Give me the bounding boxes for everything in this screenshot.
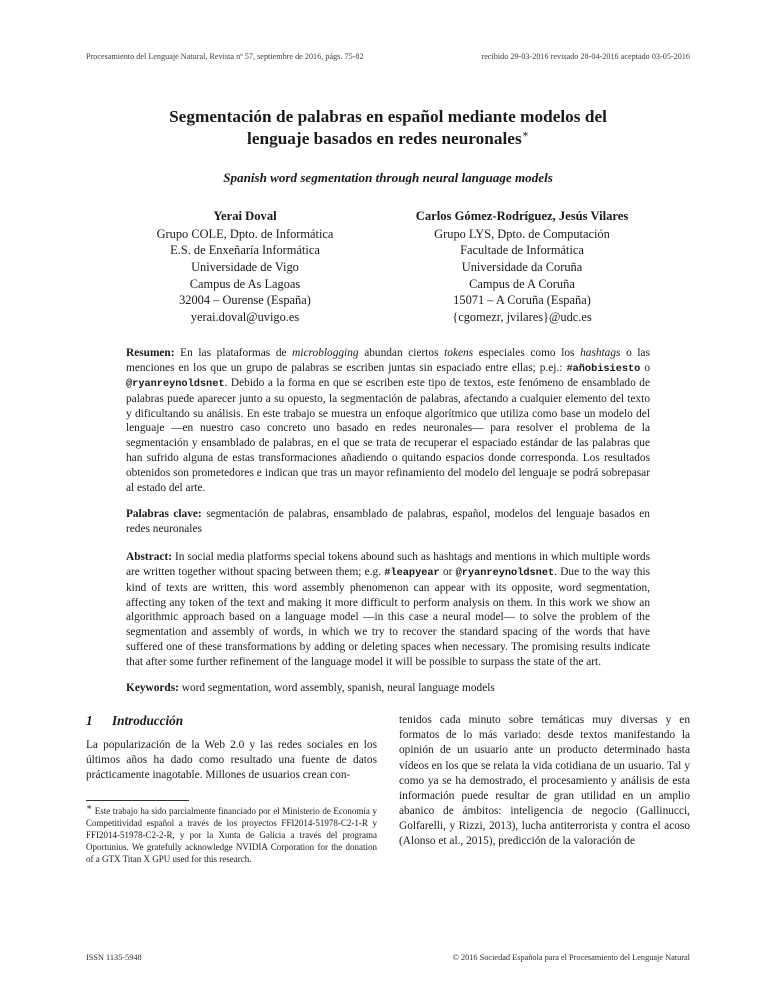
affiliation-left-line-1: Grupo COLE, Dpto. de Informática (156, 226, 334, 241)
keywords-label: Keywords: (126, 682, 179, 695)
section-number: 1 (86, 713, 93, 729)
affiliation-left-line-3: Universidade de Vigo (191, 260, 299, 274)
author-name-left: Yerai Doval (213, 208, 277, 223)
section-heading-introduccion (86, 713, 377, 729)
affiliation-right-line-5: 15071 – A Coruña (España) (453, 293, 591, 308)
resumen-label: Resumen: (126, 346, 175, 359)
affiliation-left (111, 208, 379, 326)
resumen-text-4: o las menciones en los que un grupo de palabras se escriben juntas sin espaciado entre ellas; p.ej.: (126, 346, 650, 374)
resumen-mention-example: @ryanreynoldsnet (126, 378, 225, 391)
column-right (399, 713, 690, 864)
affiliation-right (379, 208, 665, 326)
abstract-label: Abstract: (126, 551, 172, 564)
column-left (86, 713, 377, 864)
abstract-text-2: or (439, 566, 456, 579)
palabras-clave-paragraph (126, 507, 650, 537)
running-head-right: recibido 29-03-2016 revisado 28-04-2016 aceptado 03-05-2016 (481, 52, 690, 61)
title-line-2: lenguaje basados en redes neuronales (247, 129, 522, 149)
affiliation-left-line-5: 32004 – Ourense (España) (179, 293, 311, 308)
footnote-text (86, 801, 377, 865)
intro-paragraph-right: tenidos cada minuto sobre temáticas muy diversas y en formatos de lo más variado: desde textos manifestando la opinión de un usuario ante un producto determinado hasta vídeos en los que se relata la vida cotidiana de un usuario. Tal y como ya se ha demostrado, el procesamiento y análisis de esta información puede resultar de gran utilidad en un amplio abanico de ámbitos: inteligencia de negocio (Gallinucci, Golfarelli, y Rizzi, 2013), lucha antiterrorista y contra el acoso (Alonso et al., 2015), predicción de la valoración de (399, 714, 690, 847)
author-email-right: {cgomezr, jvilares}@udc.es (452, 310, 592, 325)
abstract-block (86, 346, 690, 697)
page-title (86, 106, 690, 151)
running-head-left: Procesamiento del Lenguaje Natural, Revista nº 57, septiembre de 2016, págs. 75-82 (86, 52, 364, 61)
footnote-marker: ∗ (86, 801, 93, 812)
author-name-right: Carlos Gómez-Rodríguez, Jesús Vilares (415, 208, 629, 223)
palabras-clave-label: Palabras clave: (126, 508, 202, 521)
keywords-paragraph (126, 681, 650, 696)
resumen-text-3: especiales como los (473, 346, 581, 359)
palabras-clave-text: segmentación de palabras, ensamblado de palabras, español, modelos del lenguaje basados en redes neuronales (126, 508, 650, 536)
resumen-italic-1: microblogging (292, 346, 359, 359)
author-block (86, 208, 690, 326)
resumen-hashtag-example: #añobisiesto (566, 362, 641, 375)
affiliation-right-line-4: Campus de A Coruña (469, 276, 575, 291)
resumen-italic-2: tokens (444, 346, 474, 359)
abstract-paragraph (126, 550, 650, 670)
body-columns (86, 713, 690, 864)
affiliation-left-line-4: Campus de As Lagoas (189, 276, 301, 291)
copyright-label: © 2016 Sociedad Española para el Procesamiento del Lenguaje Natural (452, 953, 690, 962)
title-footnote-marker: ∗ (521, 129, 529, 141)
resumen-text-1: En las plataformas de (174, 346, 293, 359)
resumen-text-2: abundan ciertos (358, 346, 445, 359)
issn-label: ISSN 1135-5948 (86, 953, 142, 962)
resumen-text-5: o (640, 361, 650, 374)
section-title: Introducción (112, 713, 184, 729)
abstract-text-1: In social media platforms special tokens abound such as hashtags and mentions in which multiple words are written together without spacing between them; e.g. (126, 551, 650, 579)
keywords-text: word segmentation, word assembly, spanish, neural language models (178, 682, 495, 695)
footnote-rule (86, 800, 189, 801)
affiliation-right-line-1: Grupo LYS, Dpto. de Computación (434, 226, 610, 241)
running-head (86, 52, 690, 64)
resumen-text-6: . Debido a la forma en que se escriben este tipo de textos, este fenómeno de ensamblado de palabras puede aparecer junto a su opuesto, la segmentación de palabras, afectando a cualquier elemento del texto y dificultando su análisis. En este trabajo se muestra un enfoque algorítmico que utiliza como base un modelo del lenguaje —en nuestro caso concreto uno basado en redes neuronales— para resolver el problema de la segmentación y ensamblado de palabras, en el que se trata de recuperar el espaciado estándar de las palabras que han sufrido alguna de estas transformaciones añadiendo o quitando espacios donde corresponda. Los resultados obtenidos son prometedores e indican que tras un mayor refinamiento del modelo del lenguaje se podrá sobrepasar al estado del arte. (126, 377, 650, 495)
title-line-1: Segmentación de palabras en español mediante modelos del (169, 107, 607, 126)
affiliation-left-line-2: E.S. de Enxeñaría Informática (170, 243, 320, 258)
resumen-italic-3: hashtags (580, 346, 621, 359)
resumen-paragraph (126, 346, 650, 496)
abstract-mention-example: @ryanreynoldsnet (455, 567, 555, 580)
footnote-block (86, 800, 377, 865)
page-subtitle: Spanish word segmentation through neural language models (223, 169, 553, 185)
abstract-text-3: . Due to the way this kind of texts are written, this word assembly phenomenon can appear with its opposite, word segmentation, affecting any token of the text and making it more difficult to perform analysis on them. In this work we show an algorithmic approach based on a language model —in this case a neural model— to solve the problem of the segmentation and assembly of words, in which we try to recover the standard spacing of the words that have suffered one of these transformations by adding or deleting spaces when necessary. The promising results indicate that after some further refinement of the language model it will be possible to surpass the state of the art. (126, 566, 651, 669)
affiliation-right-line-2: Facultade de Informática (460, 243, 584, 258)
footnote-body: Este trabajo ha sido parcialmente financiado por el Ministerio de Economía y Competitividad español a través de los proyectos FFI2014-51978-C2-1-R y FFI2014-51978-C2-2-R, y por la Xunta de Galicia a través del programa Oportunius. We gratefully acknowledge NVIDIA Corporation for the donation of a GTX Titan X GPU used for this research. (86, 805, 377, 864)
page-footer (86, 953, 690, 962)
author-email-left: yerai.doval@uvigo.es (190, 310, 300, 325)
abstract-hashtag-example: #leapyear (384, 567, 440, 580)
affiliation-right-line-3: Universidade da Coruña (461, 260, 583, 274)
intro-paragraph-left: La popularización de la Web 2.0 y las redes sociales en los últimos años ha dado como resultado una fuente de datos prácticamente inagotable. Millones de usuarios crean con- (86, 739, 377, 782)
